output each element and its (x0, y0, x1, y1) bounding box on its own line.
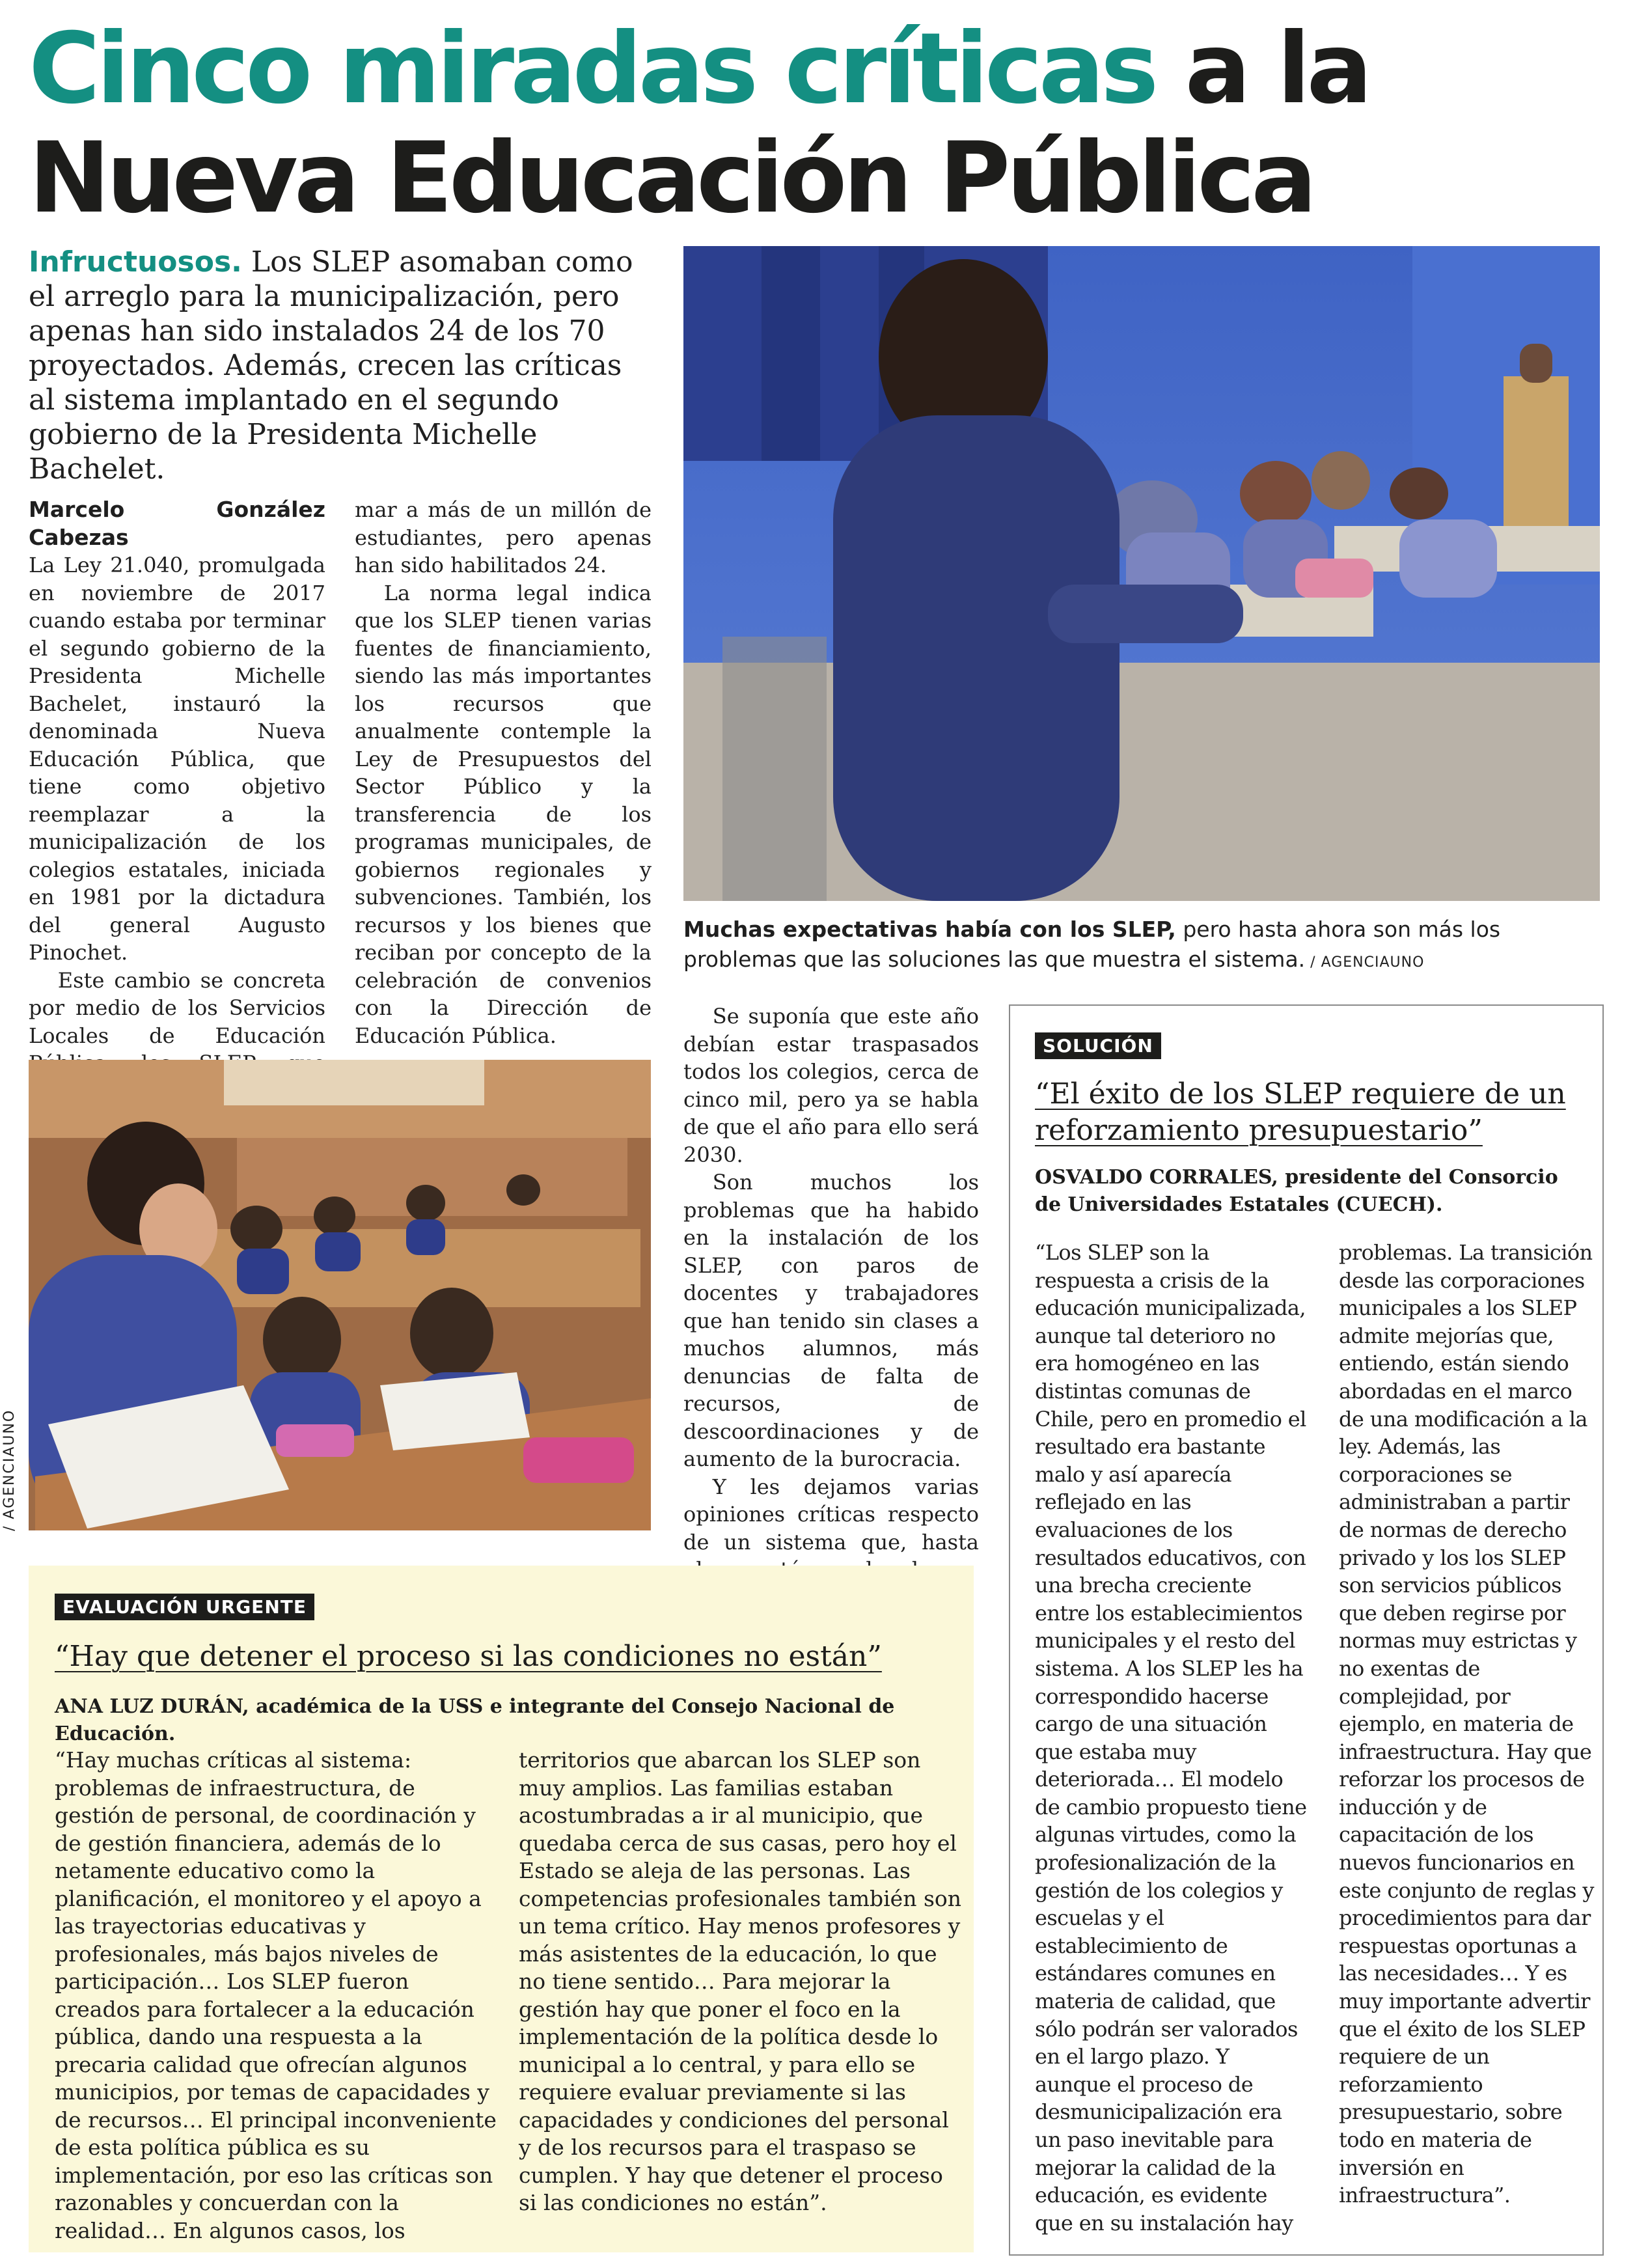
article-paragraph: Se suponía que este año debían estar traspasados todos los colegios, cerca de cinco mil, pero ya se habla de que el año para ello será 2030. (683, 1004, 979, 1167)
sidebar-box-evaluacion (29, 1566, 974, 2252)
intro-kicker: Infructuosos. (29, 245, 242, 279)
classroom-photo-illustration (683, 246, 1600, 901)
headline-line-2: Nueva Educación Pública (29, 122, 1313, 235)
article-paragraph: La Ley 21.040, promulgada en noviembre de 2017 cuando estaba por terminar el segundo gobierno de la Presidenta Michelle Bachelet, instauró la denominada Nueva Educación Pública, que tiene como objetivo reemplazar a la municipalización de los colegios estatales, iniciada en 1981 por la dictadura del general Augusto Pinochet. (29, 553, 325, 965)
byline: Marcelo González Cabezas (29, 497, 325, 550)
headline (29, 14, 1617, 233)
box-title-evaluacion: “Hay que detener el proceso si las condiciones no están” (55, 1640, 882, 1673)
article-column-1 (29, 496, 325, 1133)
headline-teal-part: Cinco miradas críticas (29, 12, 1155, 126)
box-evaluacion-column-1: “Hay muchas críticas al sistema: problemas de infraestructura, de gestión de personal, de coordinación y de gestión financiera, además de lo netamente educativo como la planificación, el monitoreo y el apoyo a las trayectorias educativas y profesionales, más bajos niveles de participación… Los SLEP fueron creados para fortalecer a la educación pública, dando una respuesta a la precaria calidad que ofrecían algunos municipios, por temas de capacidades y de recursos… El principal inconveniente de esta política pública es su implementación, por eso las críticas son razonables y concuerdan con la realidad… En algunos casos, los (55, 1747, 497, 2243)
box-solucion-column-2: problemas. La transición desde las corporaciones municipales a los SLEP admite mejorías que, entiendo, están siendo abordadas en el marco de una modificación a la ley. Además, las corporaciones se administraban a partir de normas de derecho privado y los los SLEP son servicios públicos que deben regirse por normas muy estrictas y no exentas de complejidad, por ejemplo, en materia de infraestructura. Hay que reforzar los procesos de inducción y de capacitación de los nuevos funcionarios en este conjunto de reglas y procedimientos para dar respuestas oportunas a las necesidades… Y es muy importante advertir que el éxito de los SLEP requiere de un reforzamiento presupuestario, sobre todo en materia de inversión en infraestructura”. (1339, 1240, 1594, 2208)
box-tag-evaluacion: EVALUACIÓN URGENTE (55, 1594, 314, 1620)
article-paragraph: Y les dejamos varias opiniones críticas respecto de un sistema que, hasta (683, 1474, 979, 1555)
sidebar-box-solucion (1009, 1004, 1604, 2256)
article-paragraph: La norma legal indica que los SLEP tienen varias fuentes de financiamiento, siendo las más importantes los recursos que anualmente contemple la Ley de Presupuestos del Sector Público y la transferencia de los programas municipales, de gobiernos regionales y subvenciones. También, los recursos y los bienes que reciban por concepto de la celebración de convenios con la Dirección de Educación Pública. (355, 580, 652, 1048)
headline-line-1 (29, 14, 1617, 124)
article-paragraph: Este cambio se concreta por medio de los Servicios Locales de Educación (29, 967, 325, 1048)
photo-caption (683, 915, 1608, 978)
caption-text: pero hasta ahora son más los problemas que las soluciones las que muestra el sistema. (683, 917, 1501, 972)
article-paragraph: Son muchos los problemas que ha habido en la instalación de los SLEP, con paros de docentes y trabajadores que han tenido sin clases a muchos alumnos, más denuncias de falta de recursos, de descoordinaciones y de aumento de la burocracia. (683, 1170, 979, 1471)
box-solucion-column-1: “Los SLEP son la respuesta a crisis de la educación municipalizada, aunque tal deterioro no era homogéneo en las distintas comunas de Chile, pero en promedio el resultado era bastante malo y así aparecía reflejado en las evaluaciones de los resultados educativos, con una brecha creciente entre los establecimientos municipales y el resto del sistema. A los SLEP les ha correspondido hacerse cargo de una situación que estaba muy deteriorada… El modelo de cambio propuesto tiene algunas virtudes, como la profesionalización de la gestión de los colegios y escuelas y el establecimiento de estándares comunes en materia de calidad, que sólo podrán ser valorados en el largo plazo. Y aunque el proceso de desmunicipalización era un paso inevitable para mejorar la calidad de la educación, es evidente que en su instalación hay (1035, 1240, 1307, 2235)
intro-deck (29, 245, 647, 486)
main-photo (683, 246, 1600, 901)
box-source-evaluacion: ANA LUZ DURÁN, académica de la USS e integrante del Consejo Nacional de Educación. (55, 1695, 895, 1745)
headline-black-part: a la (1185, 12, 1369, 126)
second-photo-credit: / AGENCIAUNO (1, 1409, 18, 1531)
intro-text: Los SLEP asomaban como el arreglo para la municipalización, pero apenas han sido instalados 24 de los 70 proyectados. Además, crecen las críticas al sistema implantado en el segundo gobierno de la Presidenta Michelle Bachelet. (29, 245, 633, 486)
box-tag-solucion: SOLUCIÓN (1035, 1032, 1161, 1059)
article-paragraph: mar a más de un millón de estudiantes, pero apenas han sido habilitados 24. (355, 497, 652, 577)
second-photo (29, 1060, 651, 1530)
students-desk-photo-illustration (29, 1060, 651, 1530)
caption-credit: / AGENCIAUNO (1305, 954, 1425, 971)
box-evaluacion-column-2: territorios que abarcan los SLEP son muy amplios. Las familias estaban acostumbradas a ir al municipio, que quedaba cerca de sus casas, pero hoy el Estado se aleja de las personas. Las competencias profesionales también son un tema crítico. Hay menos profesores y más asistentes de la educación, lo que no tiene sentido… Para mejorar la gestión hay que poner el foco en la implementación de la política desde lo municipal a lo central, y para ello se requiere evaluar previamente si las capacidades y condiciones del personal y de los recursos para el traspaso se cumplen. Y hay que detener el proceso si las condiciones no están”. (519, 1747, 962, 2215)
article-column-3 (683, 1003, 979, 1584)
article-column-2 (355, 496, 652, 1049)
box-title-solucion: “El éxito de los SLEP requiere de un reforzamiento presupuestario” (1035, 1077, 1566, 1147)
box-source-solucion: OSVALDO CORRALES, presidente del Consorcio de Universidades Estatales (CUECH). (1035, 1166, 1558, 1216)
caption-lead: Muchas expectativas había con los SLEP, (683, 917, 1176, 942)
